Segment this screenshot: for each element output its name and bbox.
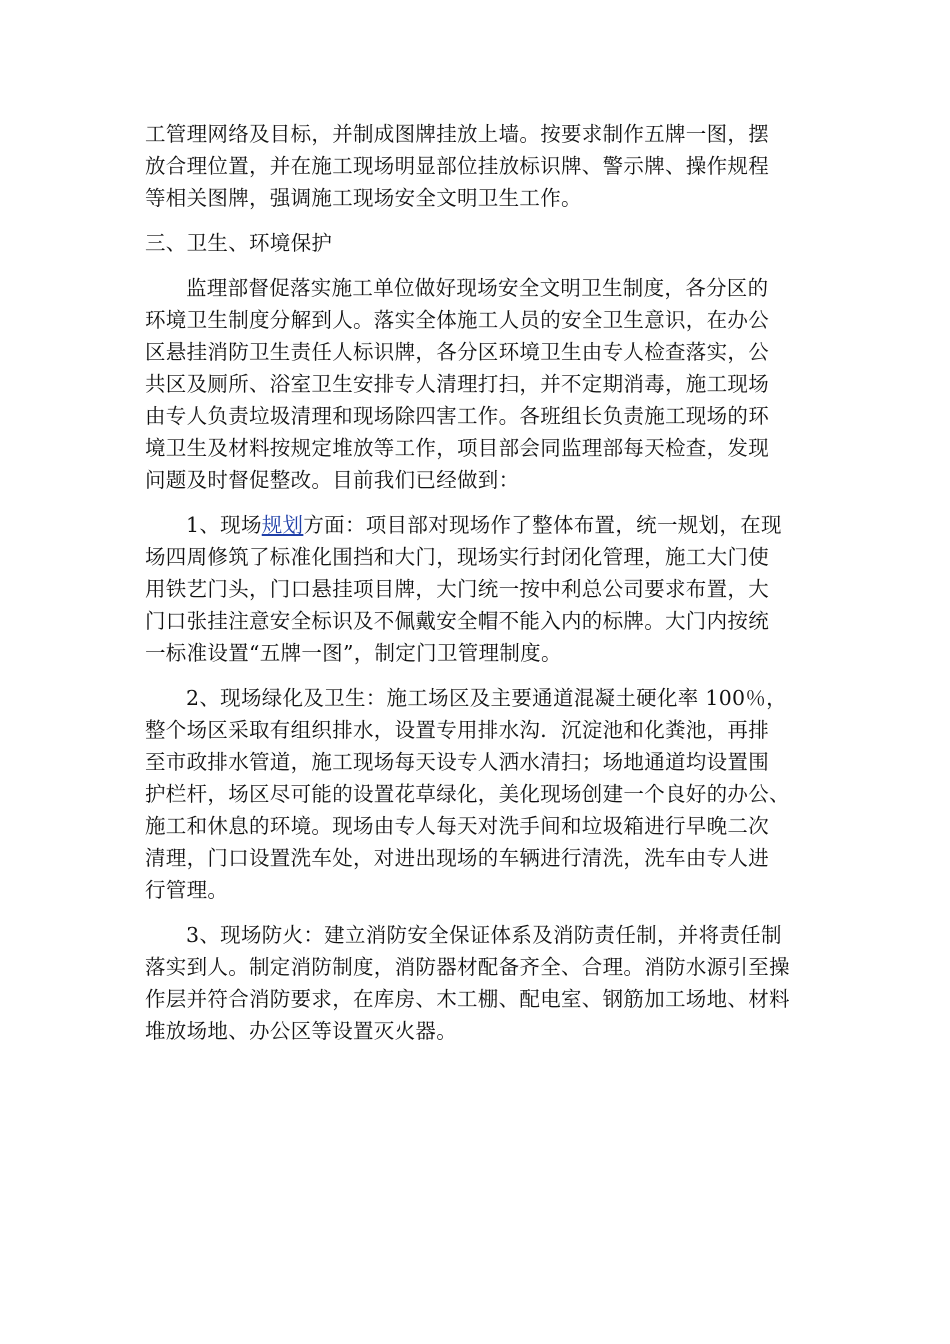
text-line: 护栏杆，场区尽可能的设置花草绿化，美化现场创建一个良好的办公、	[145, 782, 790, 806]
text-line: 行管理。	[145, 878, 229, 902]
text-line: 落实到人。制定消防制度，消防器材配备齐全、合理。消防水源引至操	[145, 955, 790, 979]
text-line: 工管理网络及目标，并制成图牌挂放上墙。按要求制作五牌一图，摆	[145, 122, 769, 146]
text-line: 堆放场地、办公区等设置灭火器。	[145, 1019, 457, 1043]
text-line: 场四周修筑了标准化围挡和大门，现场实行封闭化管理，施工大门使	[145, 545, 769, 569]
text-line: 区悬挂消防卫生责任人标识牌，各分区环境卫生由专人检查落实，公	[145, 340, 769, 364]
paragraph-continuation	[145, 118, 810, 214]
paragraph-intro	[145, 272, 810, 496]
text-line: 环境卫生制度分解到人。落实全体施工人员的安全卫生意识，在办公	[145, 308, 769, 332]
text-line: 等相关图牌，强调施工现场安全文明卫生工作。	[145, 186, 582, 210]
text-line: 共区及厕所、浴室卫生安排专人清理打扫，并不定期消毒，施工现场	[145, 372, 769, 396]
text-line: 清理，门口设置洗车处，对进出现场的车辆进行清洗，洗车由专人进	[145, 846, 769, 870]
text-line: 问题及时督促整改。目前我们已经做到：	[145, 468, 520, 492]
text-fragment: 方面：项目部对现场作了整体布置，统一规划，在现	[303, 513, 782, 537]
text-line: 门口张挂注意安全标识及不佩戴安全帽不能入内的标牌。大门内按统	[145, 609, 769, 633]
planning-link[interactable]: 规划	[261, 513, 304, 537]
text-line: 2、现场绿化及卫生：施工场区及主要通道混凝土硬化率 100％，	[186, 686, 787, 710]
document-page	[145, 118, 810, 1060]
paragraph-greening	[145, 682, 810, 906]
text-line: 施工和休息的环境。现场由专人每天对洗手间和垃圾箱进行早晚二次	[145, 814, 769, 838]
text-line: 放合理位置，并在施工现场明显部位挂放标识牌、警示牌、操作规程	[145, 154, 769, 178]
text-line: 境卫生及材料按规定堆放等工作，项目部会同监理部每天检查，发现	[145, 436, 769, 460]
paragraph-fire-safety	[145, 919, 810, 1047]
text-line: 3、现场防火：建立消防安全保证体系及消防责任制，并将责任制	[186, 923, 782, 947]
section-heading	[145, 227, 810, 259]
heading-line: 三、卫生、环境保护	[145, 231, 333, 255]
text-line: 监理部督促落实施工单位做好现场安全文明卫生制度，各分区的	[186, 276, 769, 300]
text-line-with-link	[145, 509, 810, 541]
text-fragment: 1、现场	[186, 513, 262, 537]
text-line: 作层并符合消防要求，在库房、木工棚、配电室、钢筋加工场地、材料	[145, 987, 790, 1011]
text-line: 整个场区采取有组织排水，设置专用排水沟．沉淀池和化粪池，再排	[145, 718, 769, 742]
paragraph-site-planning	[145, 509, 810, 669]
text-line: 用铁艺门头，门口悬挂项目牌，大门统一按中利总公司要求布置，大	[145, 577, 769, 601]
text-line: 一标准设置“五牌一图”，制定门卫管理制度。	[145, 641, 562, 665]
text-line: 至市政排水管道，施工现场每天设专人洒水清扫；场地通道均设置围	[145, 750, 769, 774]
text-line: 由专人负责垃圾清理和现场除四害工作。各班组长负责施工现场的环	[145, 404, 769, 428]
